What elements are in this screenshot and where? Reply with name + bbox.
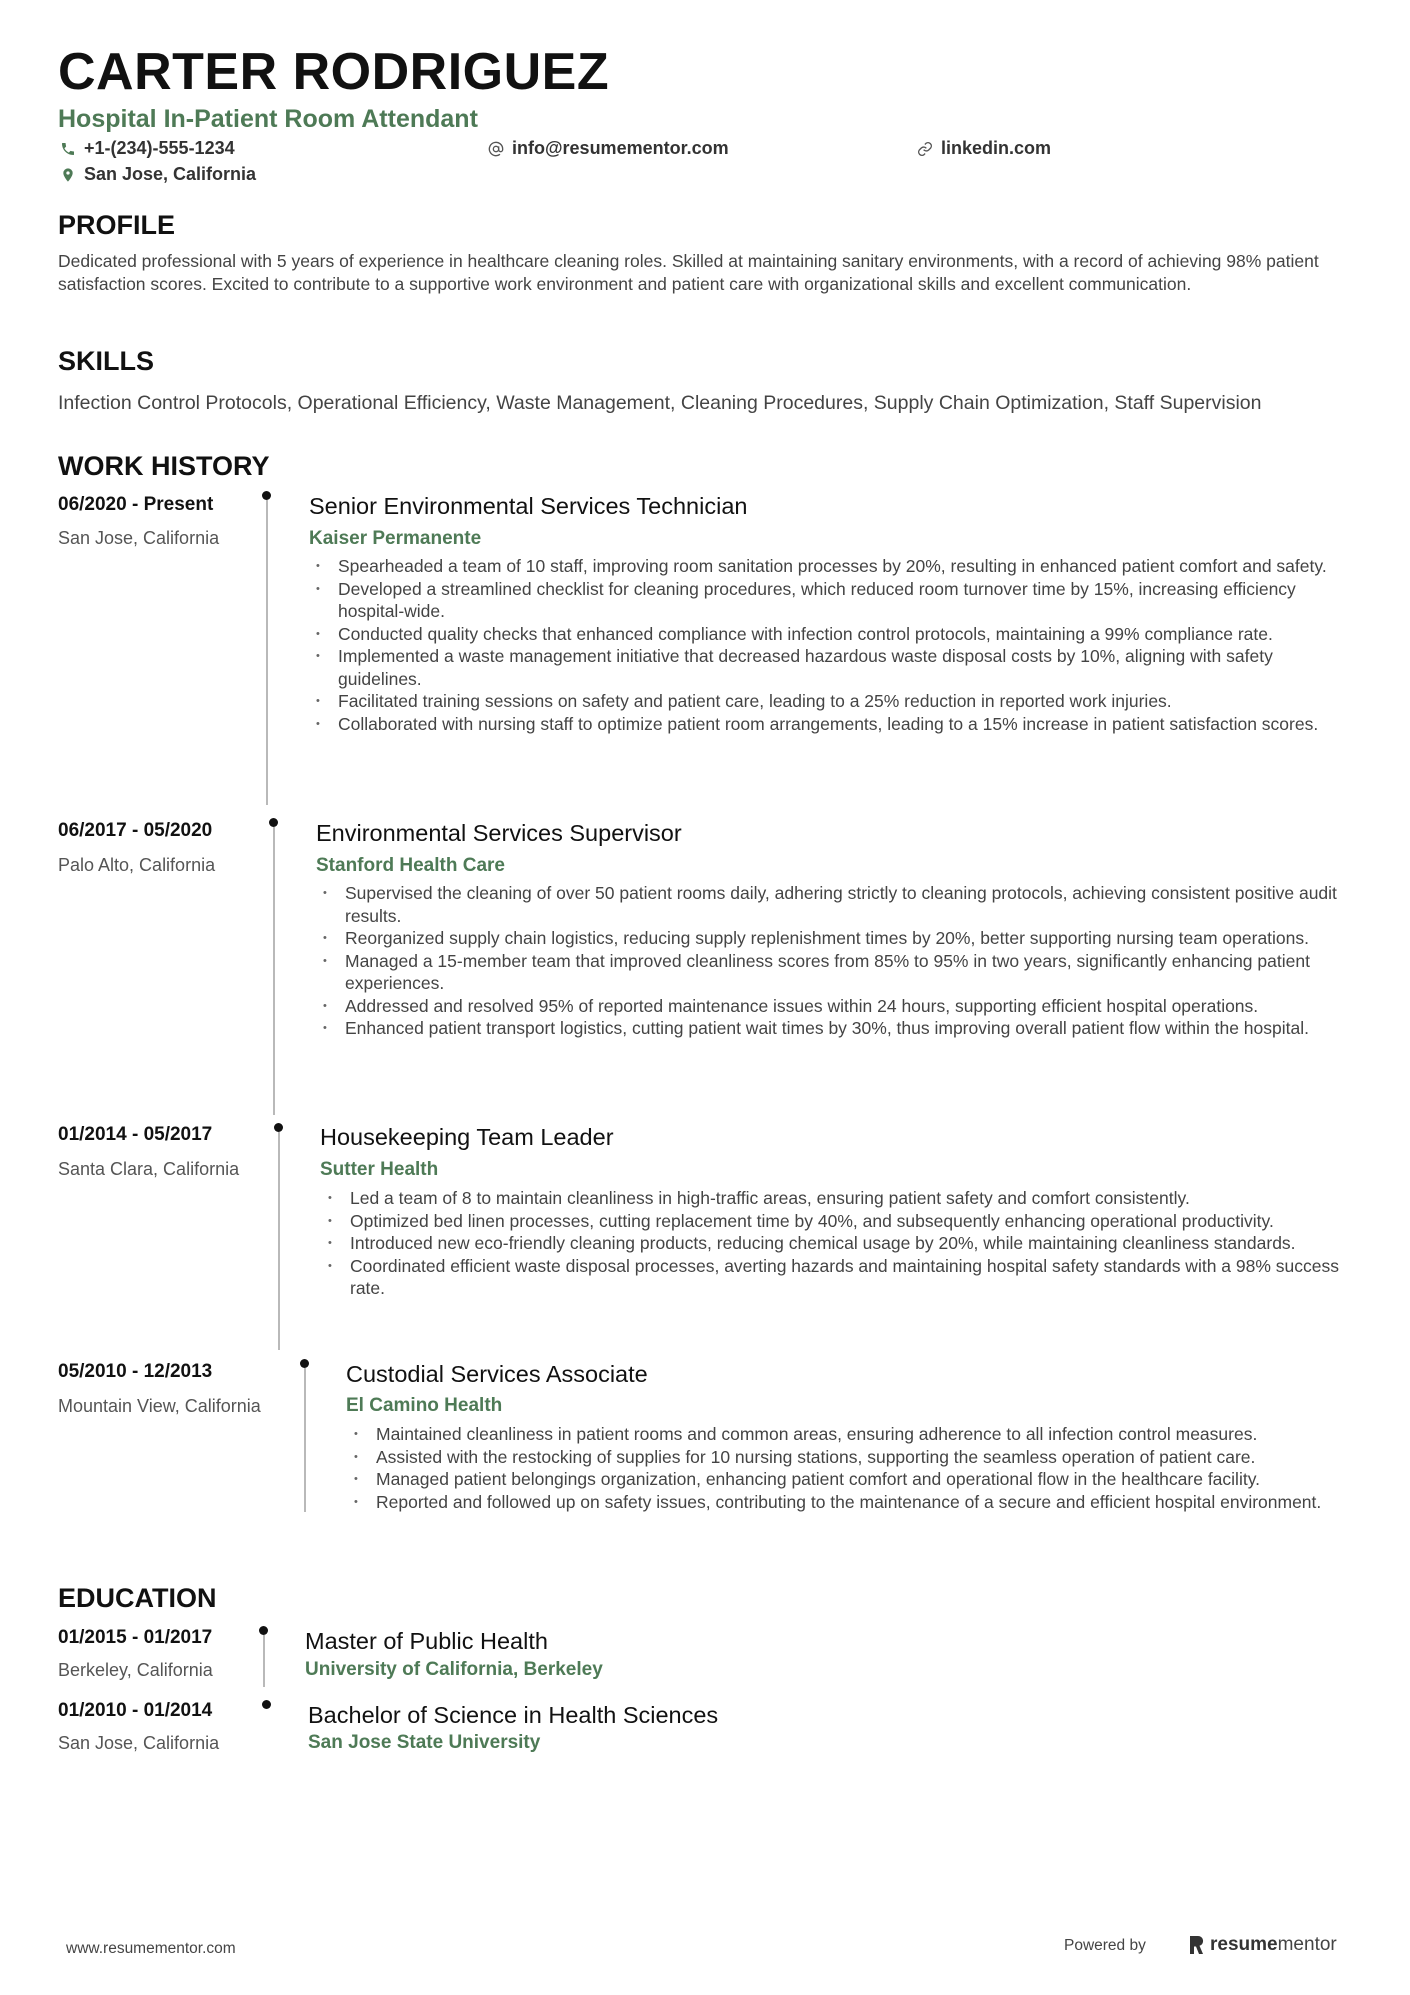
contact-phone[interactable] — [60, 138, 235, 160]
footer-website[interactable]: www.resumementor.com — [66, 1940, 236, 1957]
job-bullet: • Maintained cleanliness in patient rooms and common areas, ensuring adherence to all infection control measures. — [348, 1423, 1368, 1446]
job-dates: 01/2014 - 05/2017 — [58, 1124, 213, 1145]
location-text: San Jose, California — [84, 164, 257, 184]
job-bullet: • Developed a streamlined checklist for cleaning procedures, which reduced room turnover time by 15%, increasing efficiency hospital-wide. — [310, 578, 1360, 623]
job-dates: 06/2020 - Present — [58, 494, 214, 515]
footer-powered-by: Powered by — [1064, 1937, 1146, 1954]
skills-heading: SKILLS — [58, 346, 155, 376]
job-title: Custodial Services Associate — [346, 1361, 648, 1387]
job-company: El Camino Health — [346, 1395, 503, 1416]
job-bullets — [322, 1187, 1362, 1300]
candidate-name: CARTER RODRIGUEZ — [58, 43, 610, 101]
job-bullets — [317, 882, 1360, 1040]
job-bullet: • Facilitated training sessions on safety and patient care, leading to a 25% reduction in reported work injuries. — [310, 690, 1360, 713]
school-name: University of California, Berkeley — [305, 1659, 603, 1680]
job-location: Mountain View, California — [58, 1396, 261, 1416]
job-bullet: • Collaborated with nursing staff to optimize patient room arrangements, leading to a 15% increase in patient satisfaction scores. — [310, 713, 1360, 736]
job-bullet: • Coordinated efficient waste disposal processes, averting hazards and maintaining hospital safety standards with a 98% success rate. — [322, 1255, 1362, 1300]
degree-title: Bachelor of Science in Health Sciences — [308, 1702, 719, 1728]
education-dates: 01/2015 - 01/2017 — [58, 1627, 213, 1648]
degree-title: Master of Public Health — [305, 1628, 548, 1654]
job-bullet: • Managed a 15-member team that improved cleanliness scores from 85% to 95% in two years, significantly enhancing patient experiences. — [317, 950, 1360, 995]
job-location: Santa Clara, California — [58, 1159, 240, 1179]
timeline-line — [278, 1132, 280, 1350]
school-name: San Jose State University — [308, 1732, 541, 1753]
job-company: Stanford Health Care — [316, 855, 505, 876]
link-icon — [917, 141, 933, 157]
job-bullet: • Supervised the cleaning of over 50 patient rooms daily, adhering strictly to cleaning protocols, achieving consistent positive audit results. — [317, 882, 1360, 927]
skills-list: Infection Control Protocols, Operational Efficiency, Waste Management, Cleaning Procedures, Supply Chain Optimization, Staff Supervision — [58, 392, 1262, 414]
job-bullet: • Optimized bed linen processes, cutting replacement time by 40%, and subsequently enhancing operational productivity. — [322, 1210, 1362, 1233]
brand-name-bold: resume — [1210, 1934, 1278, 1955]
profile-summary: Dedicated professional with 5 years of experience in healthcare cleaning roles. Skilled at maintaining sanitary environments, with a record of achieving 98% patient satisfaction scores. Excited to contribute to a supportive work environment and patient care with organizational skills and excellent communication. — [58, 251, 1319, 294]
education-dates: 01/2010 - 01/2014 — [58, 1700, 213, 1721]
brand-name-light: mentor — [1277, 1934, 1337, 1955]
timeline-line — [304, 1368, 306, 1512]
job-bullet: • Assisted with the restocking of supplies for 10 nursing stations, supporting the seamless operation of patient care. — [348, 1446, 1368, 1469]
timeline-dot — [259, 1626, 268, 1635]
contact-email[interactable] — [488, 138, 729, 160]
email-text: info@resumementor.com — [512, 138, 729, 158]
phone-text: +1-(234)-555-1234 — [84, 138, 235, 158]
linkedin-text: linkedin.com — [941, 138, 1052, 158]
timeline-dot — [262, 1700, 271, 1709]
job-bullet: • Introduced new eco-friendly cleaning products, reducing chemical usage by 20%, while maintaining cleanliness standards. — [322, 1232, 1362, 1255]
contact-linkedin[interactable] — [917, 138, 1051, 160]
job-bullets — [348, 1423, 1368, 1513]
timeline-dot — [274, 1123, 283, 1132]
job-company: Sutter Health — [320, 1159, 439, 1180]
job-bullet: • Spearheaded a team of 10 staff, improving room sanitation processes by 20%, resulting in enhanced patient comfort and safety. — [310, 555, 1360, 578]
candidate-role: Hospital In-Patient Room Attendant — [58, 105, 478, 133]
education-location: Berkeley, California — [58, 1660, 213, 1680]
job-location: Palo Alto, California — [58, 855, 216, 875]
job-bullet: • Conducted quality checks that enhanced compliance with infection control protocols, maintaining a 99% compliance rate. — [310, 623, 1360, 646]
education-heading: EDUCATION — [58, 1583, 217, 1613]
job-bullet: • Led a team of 8 to maintain cleanliness in high-traffic areas, ensuring patient safety and comfort consistently. — [322, 1187, 1362, 1210]
work-history-heading: WORK HISTORY — [58, 451, 270, 481]
job-bullets — [310, 555, 1360, 735]
at-sign-icon — [488, 141, 504, 157]
phone-icon — [60, 141, 76, 157]
job-dates: 06/2017 - 05/2020 — [58, 820, 213, 841]
brand-mark-icon — [1188, 1934, 1204, 1956]
timeline-dot — [262, 491, 271, 500]
job-title: Environmental Services Supervisor — [316, 820, 682, 846]
job-bullet: • Managed patient belongings organization, enhancing patient comfort and operational flow in the healthcare facility. — [348, 1468, 1368, 1491]
job-bullet: • Reorganized supply chain logistics, reducing supply replenishment times by 20%, better supporting nursing team operations. — [317, 927, 1360, 950]
timeline-dot — [300, 1359, 309, 1368]
profile-heading: PROFILE — [58, 210, 176, 240]
job-bullet: • Enhanced patient transport logistics, cutting patient wait times by 30%, thus improving overall patient flow within the hospital. — [317, 1017, 1360, 1040]
job-bullet: • Reported and followed up on safety issues, contributing to the maintenance of a secure and efficient hospital environment. — [348, 1491, 1368, 1514]
brand-logo[interactable] — [1188, 1934, 1337, 1956]
timeline-line — [273, 827, 275, 1115]
timeline-dot — [269, 818, 278, 827]
job-location: San Jose, California — [58, 528, 220, 548]
job-bullet: • Addressed and resolved 95% of reported maintenance issues within 24 hours, supporting efficient hospital operations. — [317, 995, 1360, 1018]
timeline-line — [266, 500, 268, 805]
education-location: San Jose, California — [58, 1733, 220, 1753]
map-pin-icon — [60, 167, 76, 183]
contact-location — [60, 164, 256, 186]
job-title: Senior Environmental Services Technician — [309, 493, 748, 519]
job-company: Kaiser Permanente — [309, 528, 482, 549]
job-bullet: • Implemented a waste management initiative that decreased hazardous waste disposal costs by 10%, aligning with safety guidelines. — [310, 645, 1360, 690]
job-title: Housekeeping Team Leader — [320, 1124, 614, 1150]
job-dates: 05/2010 - 12/2013 — [58, 1361, 213, 1382]
timeline-line — [263, 1635, 265, 1687]
